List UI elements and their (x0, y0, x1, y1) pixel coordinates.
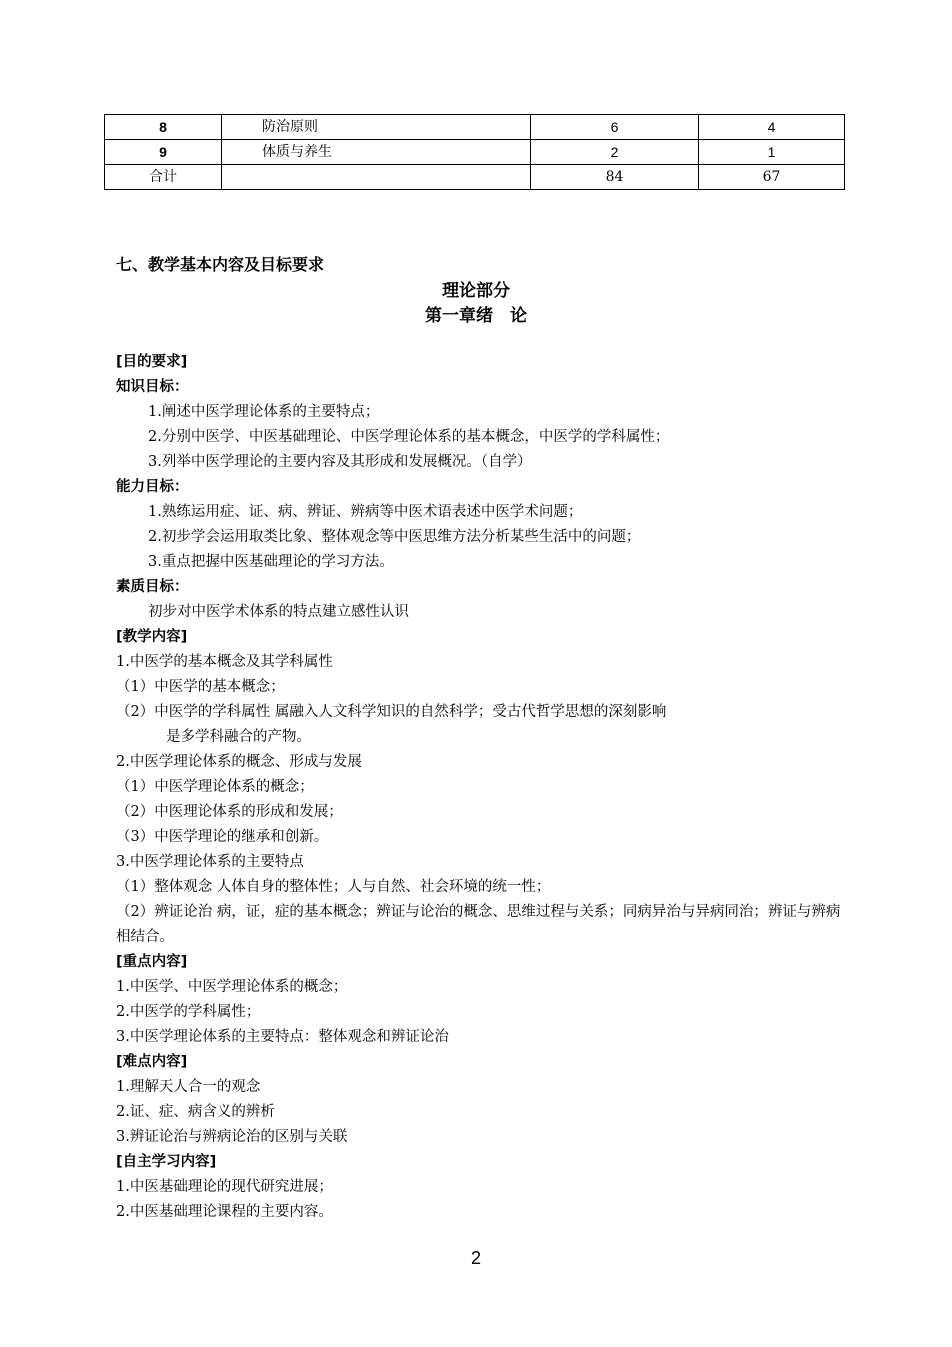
row-hours-total: 2 (531, 140, 699, 165)
chapter-title: 第一章绪 论 (425, 306, 527, 326)
content-line: （2）中医学的学科属性 属融入人文科学知识的自然科学；受古代哲学思想的深刻影响 (116, 704, 667, 720)
row-topic: 防治原则 (222, 115, 531, 140)
content-line: 2.中医基础理论课程的主要内容。 (116, 1204, 333, 1220)
content-line: 1.中医学、中医学理论体系的概念； (116, 979, 348, 995)
section-heading: 素质目标： (116, 579, 189, 595)
content-line: 1.理解天人合一的观念 (116, 1079, 261, 1095)
row-hours-total: 6 (531, 115, 699, 140)
chapter-content (116, 350, 846, 1225)
content-line: 1.熟练运用症、证、病、辨证、辨病等中医术语表述中医学术问题； (148, 504, 583, 520)
content-line: 2.证、症、病含义的辨析 (116, 1104, 275, 1120)
page-number: 2 (470, 1248, 481, 1268)
total-empty-cell (222, 165, 531, 190)
part-title: 理论部分 (442, 281, 510, 301)
content-line: 2.分别中医学、中医基础理论、中医学理论体系的基本概念，中医学的学科属性； (148, 429, 670, 445)
table-total-row (105, 165, 845, 190)
content-line: （1）中医学的基本概念； (116, 679, 285, 695)
content-line: （2）中医理论体系的形成和发展； (116, 804, 343, 820)
section-heading: [重点内容] (116, 954, 188, 970)
content-line: 2.中医学的学科属性； (116, 1004, 261, 1020)
total-theory-hours: 67 (699, 165, 845, 190)
content-line: 2.中医学理论体系的概念、形成与发展 (116, 754, 362, 770)
row-number: 9 (105, 140, 222, 165)
total-hours: 84 (531, 165, 699, 190)
content-line: 初步对中医学术体系的特点建立感性认识 (148, 604, 409, 620)
content-line: （2）辨证论治 病，证，症的基本概念；辨证与论治的概念、思维过程与关系；同病异治与异病同治；辨证与辨病相结合。 (116, 904, 841, 945)
total-label: 合计 (105, 165, 222, 190)
content-line: 3.辨证论治与辨病论治的区别与关联 (116, 1129, 348, 1145)
content-line: 3.中医学理论体系的主要特点：整体观念和辨证论治 (116, 1029, 449, 1045)
section-heading: [自主学习内容] (116, 1154, 217, 1170)
content-line: 1.中医基础理论的现代研究进展； (116, 1179, 333, 1195)
content-line: 1.阐述中医学理论体系的主要特点； (148, 404, 380, 420)
row-topic: 体质与养生 (222, 140, 531, 165)
content-line: （3）中医学理论的继承和创新。 (116, 829, 329, 845)
content-line: 是多学科融合的产物。 (166, 729, 311, 745)
hours-table (104, 114, 845, 190)
section-title: 七、教学基本内容及目标要求 (116, 255, 325, 274)
table-row (105, 140, 845, 165)
section-heading: 知识目标： (116, 379, 189, 395)
content-line: （1）整体观念 人体自身的整体性；人与自然、社会环境的统一性； (116, 879, 551, 895)
table-row (105, 115, 845, 140)
content-line: 3.中医学理论体系的主要特点 (116, 854, 304, 870)
content-line: （1）中医学理论体系的概念； (116, 779, 314, 795)
row-hours-theory: 1 (699, 140, 845, 165)
content-line: 1.中医学的基本概念及其学科属性 (116, 654, 333, 670)
content-line: 3.列举中医学理论的主要内容及其形成和发展概况。（自学） (148, 454, 532, 470)
content-line: 3.重点把握中医基础理论的学习方法。 (148, 554, 394, 570)
section-heading: [目的要求] (116, 354, 188, 370)
section-heading: 能力目标： (116, 479, 189, 495)
section-heading: [教学内容] (116, 629, 188, 645)
content-line: 2.初步学会运用取类比象、整体观念等中医思维方法分析某些生活中的问题； (148, 529, 641, 545)
row-number: 8 (105, 115, 222, 140)
section-heading: [难点内容] (116, 1054, 188, 1070)
row-hours-theory: 4 (699, 115, 845, 140)
